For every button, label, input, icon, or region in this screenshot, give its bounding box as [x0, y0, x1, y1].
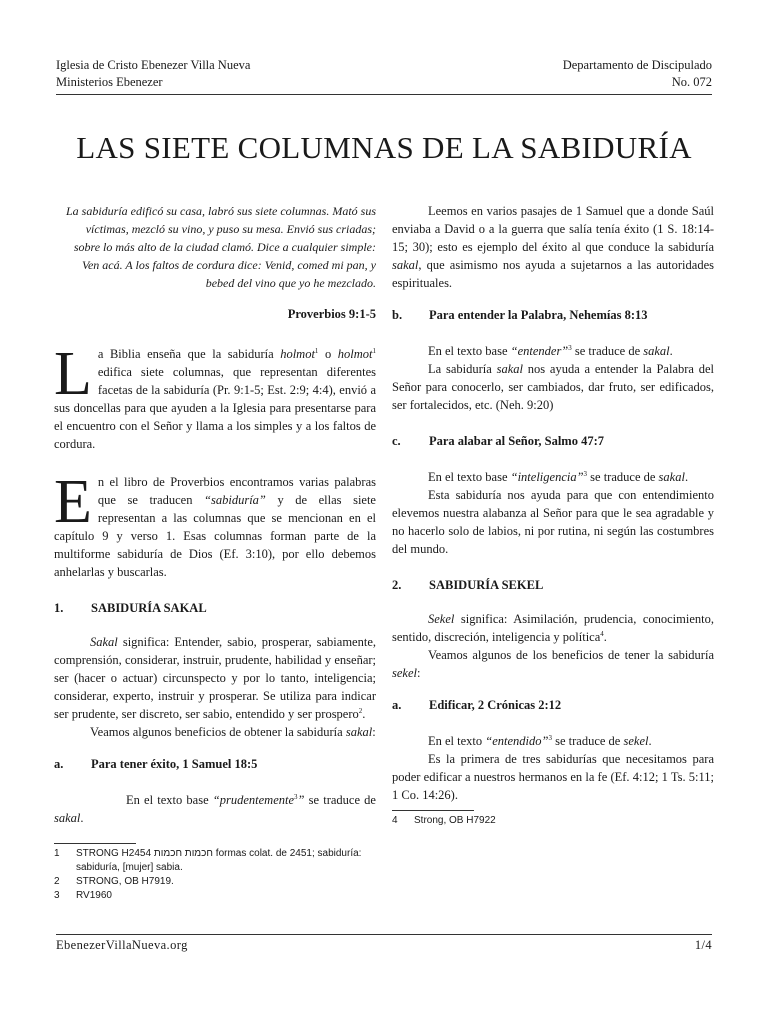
page-title: LAS SIETE COLUMNAS DE LA SABIDURÍA — [76, 130, 692, 165]
term: sakal — [643, 344, 670, 358]
church-name: Iglesia de Cristo Ebenezer Villa Nueva — [56, 58, 251, 72]
subsection-letter: c. — [392, 434, 401, 448]
word-paragraph — [392, 360, 714, 414]
subsection-heading-c — [392, 432, 714, 450]
text-span: se traduce de — [551, 734, 624, 748]
intro-paragraph — [54, 340, 377, 453]
epigraph-reference: Proverbios 9:1-5 — [287, 307, 376, 321]
text-span: La sabiduría — [428, 362, 497, 376]
text-span: En el texto base — [126, 793, 213, 807]
footnote-number: 1 — [54, 848, 60, 859]
footnote — [54, 875, 376, 889]
text-span: Veamos algunos beneficios de obtener la sabiduría — [90, 725, 346, 739]
term: sakal — [345, 725, 373, 739]
footnote-divider — [54, 843, 136, 844]
section-number: 1. — [54, 601, 64, 615]
quoted-term: “entendido” — [485, 734, 549, 748]
sekel-definition — [392, 610, 714, 646]
text-span: . — [603, 630, 607, 644]
text-span: edifica siete columnas, que representan diferentes facetas de la sabiduría (Pr. 9:1-5; Est. 2:9; 4:4), envió a sus doncellas para que ayuden a la Iglesia para presentarse para el encuentro con el Señor y llama a los simples y a los faltos de cordura. — [54, 365, 376, 451]
text-span: En el texto base — [428, 344, 511, 358]
text-span: se traduce de — [571, 344, 644, 358]
footnote-number: 2 — [54, 876, 60, 887]
footnote — [392, 814, 714, 828]
saul-paragraph — [392, 202, 714, 292]
footnote-ref: 3 — [583, 469, 588, 478]
text-span: . — [684, 470, 689, 484]
quoted-term: “prudentemente — [212, 793, 295, 807]
subsection-heading-a — [54, 755, 376, 773]
text-span: Veamos algunos de los beneficios de tener la sabiduría — [428, 648, 714, 662]
footnote — [54, 889, 376, 903]
term: sekel — [392, 666, 417, 680]
footnote — [54, 847, 376, 875]
footnote-text: Strong, OB H7922 — [414, 815, 496, 826]
footer-divider — [56, 934, 712, 935]
text-span: y de ellas siete representan a las columnas que se mencionan en el capítulo 9 y verso 1. Esas columnas forman parte de la multiforme sabiduría de Dios (Ef. 3:10), por ello debemos anhelarlas y buscarlas. — [54, 493, 376, 579]
benefits-intro — [54, 723, 376, 741]
footer-website: EbenezerVillaNueva.org — [56, 938, 188, 952]
header-left — [56, 57, 250, 91]
quoted-term: “entender” — [510, 344, 569, 358]
term: Sakal — [90, 635, 118, 649]
page-number: 1/4 — [694, 938, 712, 952]
text-span: Leemos en varios pasajes de 1 Samuel que a donde Saúl enviaba a David o a la guerra que salía tenía éxito (1 S. 18:14-15; 30); esto es ejemplo del éxito al que conduce la sabiduría — [392, 204, 714, 254]
section-title: SABIDURÍA SAKAL — [91, 601, 207, 615]
text-span: . — [80, 811, 84, 825]
footnote-ref: 2 — [358, 706, 363, 715]
hebrew-term: holmot — [337, 347, 373, 361]
footnote-ref: 1 — [314, 346, 319, 355]
text-span: : — [416, 666, 421, 680]
document-number: No. 072 — [671, 75, 712, 89]
subsection-letter: a. — [392, 698, 402, 712]
text-span: ” — [297, 793, 305, 807]
section-number: 2. — [392, 578, 402, 592]
term: sakal — [658, 470, 685, 484]
drop-cap-e: E — [54, 468, 92, 536]
subsection-title: Para alabar al Señor, Salmo 47:7 — [429, 434, 605, 448]
footnote-ref: 3 — [548, 733, 552, 742]
text-span: o — [318, 347, 338, 361]
text-span: significa: Asimilación, prudencia, conocimiento, sentido, discreción, inteligencia y política — [392, 612, 714, 644]
sekel-benefits-intro — [392, 646, 714, 682]
section-heading-1 — [54, 599, 376, 617]
subsection-heading-a-sekel — [392, 696, 714, 714]
text-span: nos ayuda a entender la Palabra del Señor para conocerlo, ser cambiados, dar fruto, ser edificados, ser fortalecidos, etc. (Neh. 9:20) — [392, 362, 714, 412]
praise-paragraph: Esta sabiduría nos ayuda para que con entendimiento elevemos nuestra alabanza al Señor para que le sea agradable y no hacerlo solo de labios, ni por rutina, ni según las costumbres del mundo. — [392, 488, 714, 556]
entender-paragraph — [392, 342, 714, 360]
text-span: se traduce de — [587, 470, 659, 484]
term: sakal — [496, 362, 523, 376]
term: sakal — [54, 811, 81, 825]
footnote-ref: 4 — [600, 629, 604, 638]
footnote-ref: 3 — [568, 343, 572, 352]
text-span: a Biblia enseña que la sabiduría — [97, 347, 281, 361]
entendido-paragraph — [392, 732, 714, 750]
text-span: n el libro de Proverbios encontramos varias palabras que se traducen — [97, 475, 376, 507]
prudentemente-paragraph — [54, 791, 376, 827]
subsection-title: Para entender la Palabra, Nehemías 8:13 — [429, 308, 648, 322]
term: Sekel — [428, 612, 455, 626]
quoted-term: “inteligencia” — [510, 470, 584, 484]
footnote-ref: 1 — [372, 346, 377, 355]
proverbs-paragraph — [54, 468, 376, 581]
right-column — [392, 202, 714, 828]
text-span: . — [669, 344, 673, 358]
subsection-title: Edificar, 2 Crónicas 2:12 — [429, 698, 562, 712]
subsection-heading-b — [392, 306, 714, 324]
footnote-number: 4 — [392, 815, 398, 826]
header-right — [563, 57, 712, 91]
header-divider — [56, 94, 712, 95]
text-span: se traduce de — [304, 793, 376, 807]
edify-paragraph: Es la primera de tres sabidurías que necesitamos para poder edificar a nuestros hermanos en la fe (Ef. 4:12; 1 Ts. 5:11; 1 Co. 14:26). — [392, 752, 714, 802]
text-span: significa: Entender, sabio, prosperar, sabiamente, comprensión, considerar, instruir, prudente, habilidad y enseñar; ser (hacer o actuar) circunspecto y por lo tanto, inteligencia; considerar, experto, instruir y prosperar. Se utiliza para indicar ser prudente, ser discreto, ser sabio, entendido y ser prospero — [54, 635, 376, 721]
left-column — [54, 202, 376, 903]
epigraph-quote: La sabiduría edificó su casa, labró sus siete columnas. Mató sus víctimas, mezcló su vino, y puso su mesa. Envió sus criadas; sobre lo más alto de la ciudad clamó. Dice a cualquier simple: Ven acá. A los faltos de cordura dice: Venid, comed mi pan, y bebed del vino que yo he mezclado. — [65, 204, 376, 290]
text-span: : — [372, 725, 376, 739]
text-span: , que asimismo nos ayuda a sujetarnos a las autoridades espirituales. — [392, 258, 714, 290]
hebrew-term: holmot — [280, 347, 315, 361]
inteligencia-paragraph — [392, 468, 714, 486]
footnote-text: RV1960 — [76, 890, 112, 901]
text-span: En el texto — [428, 734, 486, 748]
footnote-divider — [392, 810, 474, 811]
footnote-text: STRONG H2454 חכמות חכמות formas colat. de 2451; sabiduría: sabiduría, [mujer] sabia. — [76, 848, 362, 873]
text-span: . — [648, 734, 652, 748]
sakal-definition — [54, 633, 376, 723]
text-span: . — [362, 707, 366, 721]
subsection-title: Para tener éxito, 1 Samuel 18:5 — [91, 757, 258, 771]
department-name: Departamento de Discipulado — [562, 58, 712, 72]
term: sekel — [623, 734, 649, 748]
subsection-letter: a. — [54, 757, 64, 771]
drop-cap-l: L — [54, 340, 92, 408]
footnote-text: STRONG, OB H7919. — [76, 876, 174, 887]
section-heading-2 — [392, 576, 714, 594]
footnote-number: 3 — [54, 890, 60, 901]
footnote-ref: 3 — [294, 792, 298, 801]
quoted-term: “sabiduría” — [204, 493, 266, 507]
term: sakal — [392, 258, 419, 272]
text-span: En el texto base — [428, 470, 511, 484]
section-title: SABIDURÍA SEKEL — [429, 578, 544, 592]
ministry-name: Ministerios Ebenezer — [56, 75, 163, 89]
subsection-letter: b. — [392, 308, 403, 322]
